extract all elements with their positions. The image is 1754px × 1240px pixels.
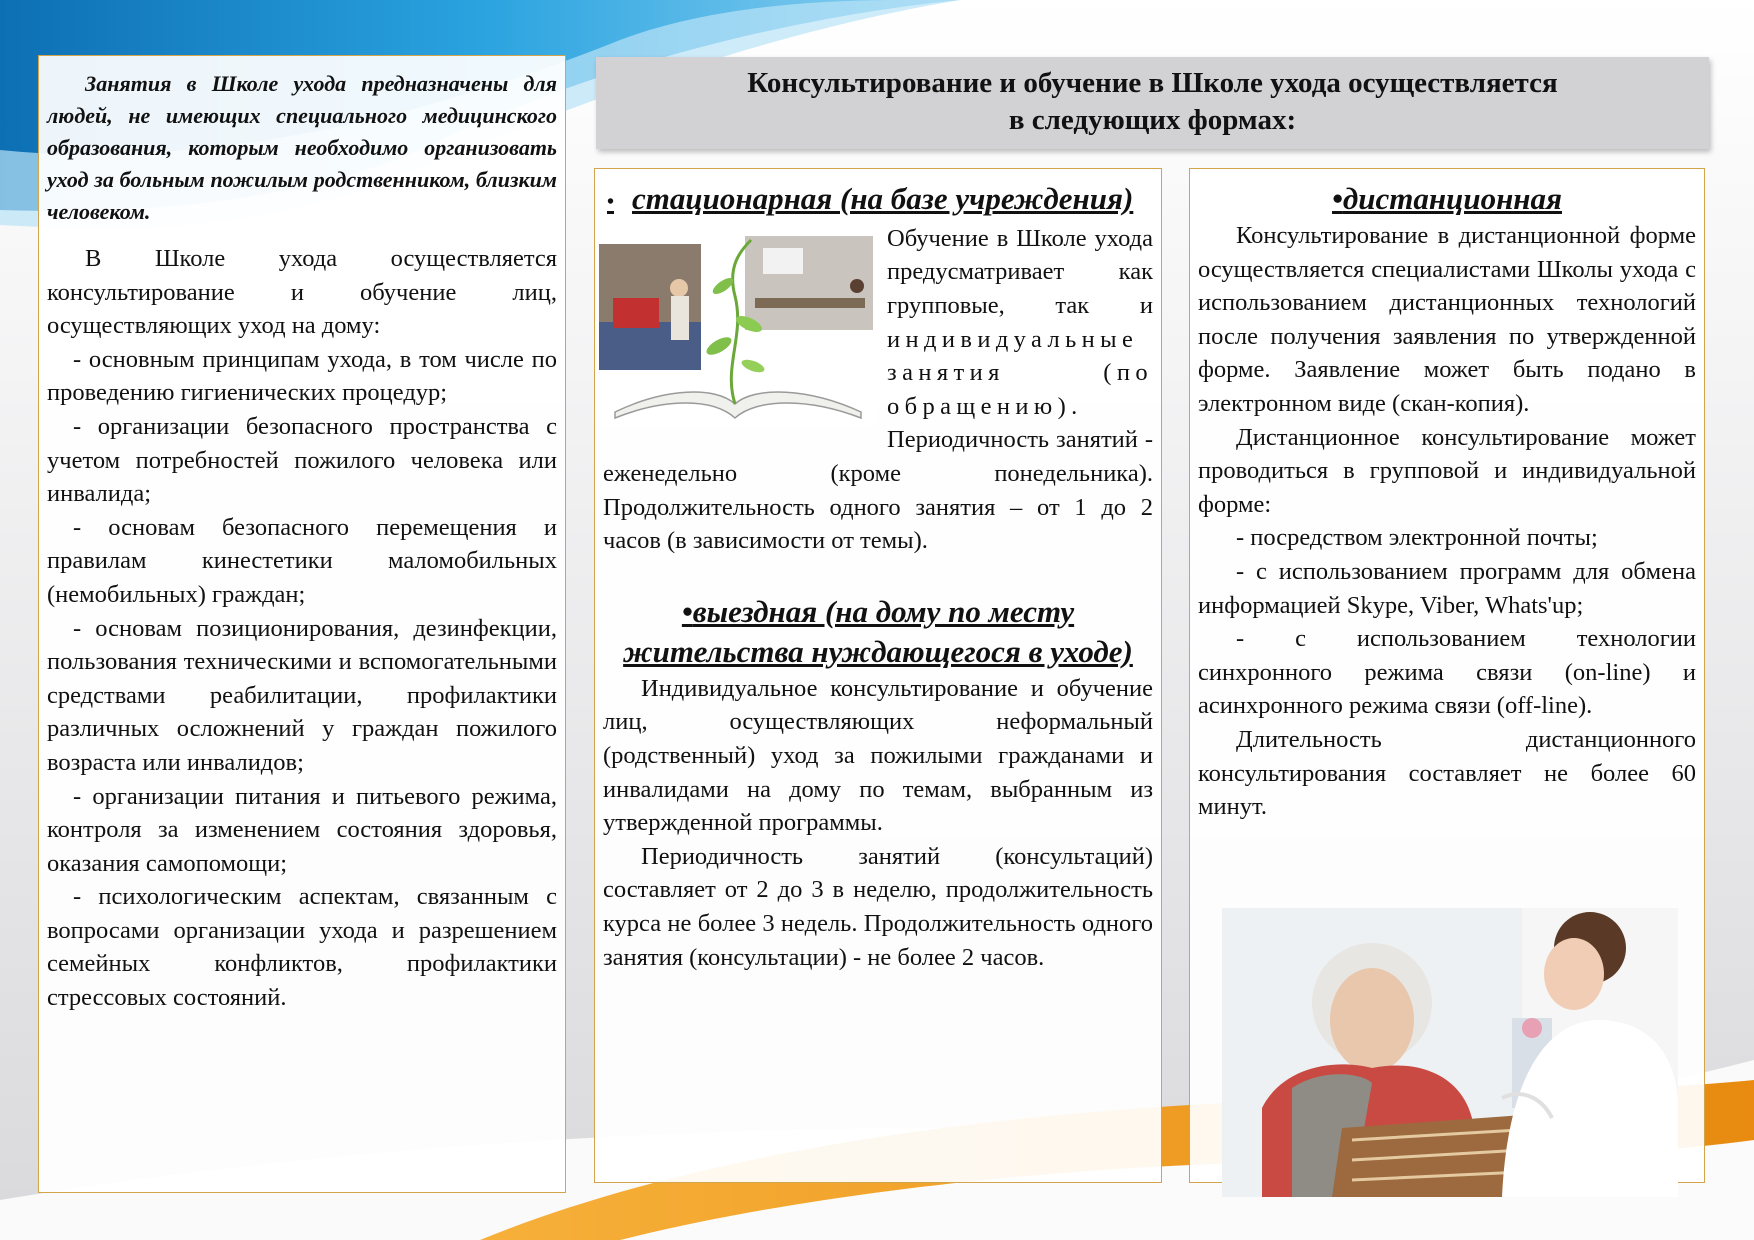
distance-paragraph-1: Консультирование в дистанционной форме осуществляется специалистами Школы ухода с использованием дистанционных технологий после получения заявления по утвержденной форме. Заявление может быть подано в электронном виде (скан-копия).: [1198, 222, 1696, 417]
distance-title-text: дистанционная: [1342, 181, 1562, 216]
section-header: [596, 57, 1709, 149]
list-item: - с использованием программ для обмена информацией Skype, Viber, Whats'up;: [1198, 557, 1696, 619]
bullet-icon: •: [607, 190, 615, 213]
stationary-text-c: Периодичность занятий - еженедельно (кроме понедельника). Продолжительность одного занятия – от 1 до 2 часов (в зависимости от темы).: [603, 426, 1153, 555]
bullet-icon: •: [681, 593, 693, 629]
stationary-text-b: индивидуальные занятия (по обращению).: [887, 325, 1153, 420]
header-line-2: в следующих формах:: [1008, 104, 1297, 136]
list-item: - психологическим аспектам, связанным с вопросами организации ухода и разрешением семейных конфликтов, профилактики стрессовых состояний.: [47, 883, 557, 1012]
visiting-title: [603, 592, 1153, 672]
header-line-1: Консультирование и обучение в Школе ухода осуществляется: [747, 67, 1558, 99]
book-with-photos-image: [595, 226, 877, 426]
distance-title: [1198, 179, 1696, 219]
visiting-paragraph-1: Индивидуальное консультирование и обучение лиц, осуществляющих неформальный (родственный) уход за пожилыми гражданами и инвалидами на дому по темам, выбранным из утвержденной программы.: [603, 674, 1153, 837]
visiting-paragraph-2: Периодичность занятий (консультаций) составляет от 2 до 3 в неделю, продолжительность курса не более 3 недель. Продолжительность одного занятия (консультации) - не более 2 часов.: [603, 842, 1153, 971]
list-item: - основам безопасного перемещения и правилам кинестетики маломобильных (немобильных) граждан;: [47, 513, 557, 608]
distance-paragraph-2: Дистанционное консультирование может проводиться в групповой и индивидуальной форме:: [1198, 423, 1696, 518]
list-item: - основам позиционирования, дезинфекции, пользования техническими и вспомогательными средствами реабилитации, профилактики различных осложнений у граждан пожилого возраста или инвалидов;: [47, 614, 557, 776]
distance-paragraph-3: Длительность дистанционного консультирования составляет не более 60 минут.: [1198, 725, 1696, 821]
stationary-title: [607, 179, 1153, 222]
intro-text: Занятия в Школе ухода предназначены для людей, не имеющих специального медицинского образования, которым необходимо организовать уход за больным пожилым родственником, близким человеком.: [47, 71, 557, 224]
stationary-text-a: Обучение в Школе ухода предусматривает как групповые, так и: [887, 224, 1153, 320]
list-item: - организации безопасного пространства с учетом потребностей пожилого человека или инвалида;: [47, 412, 557, 508]
middle-column-panel: [594, 168, 1162, 1183]
school-illustration: [595, 226, 877, 426]
bullet-icon: •: [1332, 181, 1343, 216]
visiting-title-line-2: жительства нуждающегося в уходе): [623, 633, 1133, 669]
list-item: - с использованием технологии синхронного режима связи (on-line) и асинхронного режима связи (off-line).: [1198, 625, 1696, 720]
list-item: - основным принципам ухода, в том числе по проведению гигиенических процедур;: [47, 345, 557, 407]
list-item: - организации питания и питьевого режима, контроля за изменением состояния здоровья, оказания самопомощи;: [47, 782, 557, 877]
lead-text: В Школе ухода осуществляется консультирование и обучение лиц, осуществляющих уход на дому:: [47, 245, 557, 340]
caregiver-elderly-woman-photo: [1222, 908, 1678, 1197]
visiting-title-line-1: выездная (на дому по месту: [692, 593, 1075, 629]
list-item: - посредством электронной почты;: [1236, 524, 1598, 552]
stationary-title-text: стационарная (на базе учреждения): [632, 181, 1134, 216]
left-column-panel: [38, 55, 566, 1193]
